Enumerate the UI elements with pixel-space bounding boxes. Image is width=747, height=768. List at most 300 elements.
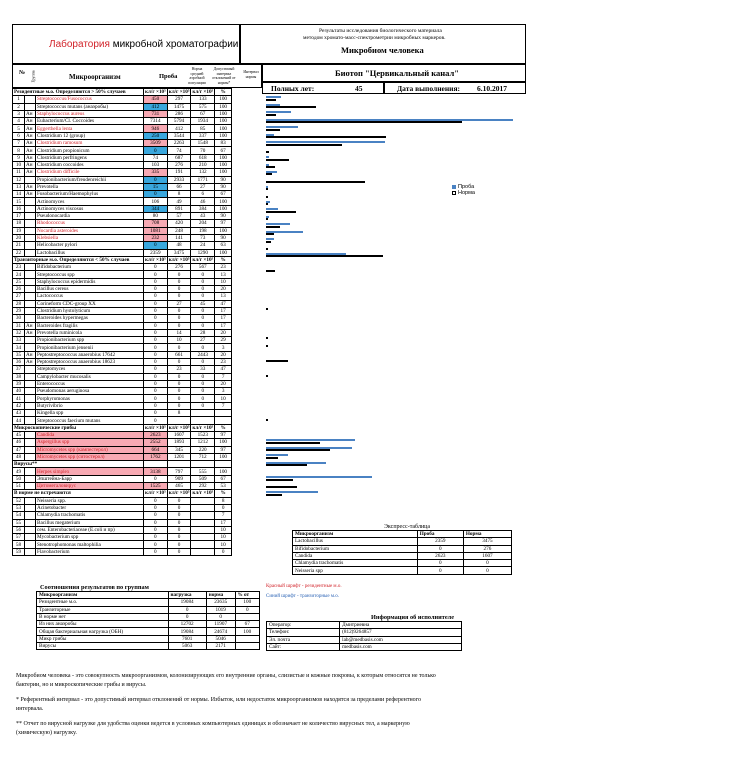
contact-row bbox=[267, 622, 462, 629]
row-group-code bbox=[25, 439, 36, 446]
row-range: 27 bbox=[191, 337, 215, 344]
row-range: 0 bbox=[191, 388, 215, 395]
row-microorganism: Цитомегаловирус bbox=[36, 483, 144, 490]
row-percent: 90 bbox=[215, 213, 232, 220]
row-norm: 0 bbox=[167, 548, 191, 555]
row-range: 292 bbox=[191, 483, 215, 490]
contacts-wrap bbox=[266, 614, 462, 651]
bar-norm bbox=[266, 464, 307, 466]
row-microorganism: Bacteroides fragilis bbox=[36, 322, 144, 329]
groups-row bbox=[37, 621, 260, 628]
table-row bbox=[13, 402, 232, 409]
row-microorganism: Streptococcus faecium mutans bbox=[36, 417, 144, 424]
row-sample: 0 bbox=[144, 526, 168, 533]
row-norm: 297 bbox=[167, 96, 191, 103]
row-range: 0 bbox=[191, 380, 215, 387]
row-sample: 0 bbox=[144, 176, 168, 183]
row-number: 35 bbox=[13, 351, 25, 358]
contact-row bbox=[267, 636, 462, 643]
date-value: 6.10.2017 bbox=[477, 84, 507, 93]
row-sample: 0 bbox=[144, 322, 168, 329]
row-percent: 10 bbox=[215, 278, 232, 285]
table-row bbox=[13, 264, 232, 271]
row-percent: 20 bbox=[215, 286, 232, 293]
row-group-code: Ан bbox=[25, 118, 36, 125]
row-number: 31 bbox=[13, 322, 25, 329]
groups-cell: 0 bbox=[206, 613, 235, 620]
lab-title bbox=[49, 39, 238, 50]
table-row bbox=[13, 154, 232, 161]
express-cell: 276 bbox=[463, 545, 511, 552]
row-group-code: Ан bbox=[25, 161, 36, 168]
row-norm: 345 bbox=[167, 446, 191, 453]
row-range: 85 bbox=[191, 125, 215, 132]
row-percent: 100 bbox=[215, 205, 232, 212]
row-norm: 2263 bbox=[167, 140, 191, 147]
row-percent: 0 bbox=[215, 504, 232, 511]
row-number: 17 bbox=[13, 213, 25, 220]
row-number: 5 bbox=[13, 125, 25, 132]
row-number: 20 bbox=[13, 234, 25, 241]
row-group-code bbox=[25, 96, 36, 103]
row-number: 7 bbox=[13, 140, 25, 147]
row-range: 1290 bbox=[191, 249, 215, 256]
row-number: 44 bbox=[13, 417, 25, 424]
express-table bbox=[292, 530, 512, 575]
section-unit: кл/г ×10⁵ bbox=[168, 424, 190, 431]
row-microorganism: Clostridium hystolyticum bbox=[36, 307, 144, 314]
row-group-code bbox=[25, 307, 36, 314]
row-percent: 100 bbox=[215, 439, 232, 446]
chart-legend bbox=[452, 184, 475, 196]
row-sample: 0 bbox=[144, 395, 168, 402]
express-title: Экспресс-таблица bbox=[383, 524, 431, 530]
row-group-code bbox=[25, 337, 36, 344]
row-group-code: Ан bbox=[25, 132, 36, 139]
table-row bbox=[13, 169, 232, 176]
col-microorganism: Микроорганизм bbox=[69, 73, 121, 81]
contact-value: (812)9264857 bbox=[340, 629, 462, 636]
row-range: 198 bbox=[191, 227, 215, 234]
row-percent: 3 bbox=[215, 388, 232, 395]
row-range: 0 bbox=[191, 395, 215, 402]
row-norm: 66 bbox=[167, 183, 191, 190]
age-label: Полных лет: bbox=[271, 84, 315, 93]
row-norm: 797 bbox=[167, 468, 191, 475]
row-number: 26 bbox=[13, 286, 25, 293]
row-percent: 3 bbox=[215, 344, 232, 351]
groups-header-row bbox=[37, 592, 260, 599]
row-norm: 661 bbox=[167, 351, 191, 358]
table-row bbox=[13, 395, 232, 402]
col-norm bbox=[185, 67, 209, 85]
groups-cell: 0 bbox=[235, 606, 259, 613]
row-norm: 276 bbox=[167, 161, 191, 168]
results-line-1: Результаты исследования биологического материала bbox=[319, 28, 442, 34]
groups-header-cell: Микроорганизм bbox=[37, 592, 169, 599]
col-group: Группа bbox=[30, 70, 36, 83]
row-microorganism: Peptostreptococcus anaerobius 17642 bbox=[36, 351, 144, 358]
row-sample: 1081 bbox=[144, 227, 168, 234]
table-row bbox=[13, 453, 232, 460]
row-number: 9 bbox=[13, 154, 25, 161]
row-microorganism: Propionibacterium jensenii bbox=[36, 344, 144, 351]
row-number: 41 bbox=[13, 395, 25, 402]
express-header-cell: Норма bbox=[463, 531, 511, 538]
contact-label: Оператор: bbox=[267, 622, 340, 629]
row-norm: 74 bbox=[167, 147, 191, 154]
row-sample: 0 bbox=[144, 278, 168, 285]
row-number: 11 bbox=[13, 169, 25, 176]
bar-norm bbox=[266, 442, 320, 444]
row-norm: 0 bbox=[167, 380, 191, 387]
express-cell: 0 bbox=[463, 567, 511, 574]
row-percent: 100 bbox=[215, 468, 232, 475]
groups-cell: 5063 bbox=[168, 643, 206, 650]
row-range: 133 bbox=[191, 96, 215, 103]
row-sample: 3509 bbox=[144, 140, 168, 147]
lab-title-red: Лаборатория bbox=[49, 39, 110, 50]
row-percent: 0 bbox=[215, 548, 232, 555]
express-cell: 0 bbox=[417, 560, 463, 567]
bar-norm bbox=[266, 345, 268, 347]
age-value: 45 bbox=[355, 84, 363, 93]
row-percent: 17 bbox=[215, 322, 232, 329]
express-cell: 0 bbox=[417, 545, 463, 552]
row-range: 0 bbox=[191, 293, 215, 300]
groups-row bbox=[37, 613, 260, 620]
row-percent: 17 bbox=[215, 315, 232, 322]
row-number: 23 bbox=[13, 264, 25, 271]
section-unit bbox=[167, 461, 191, 468]
row-number: 30 bbox=[13, 315, 25, 322]
row-range bbox=[191, 497, 215, 504]
bar-norm bbox=[266, 375, 268, 377]
bar-norm bbox=[266, 196, 268, 198]
row-range: 204 bbox=[191, 220, 215, 227]
row-number: 40 bbox=[13, 388, 25, 395]
table-row bbox=[13, 176, 232, 183]
row-microorganism: Acinetobacter bbox=[36, 504, 144, 511]
row-group-code bbox=[25, 395, 36, 402]
groups-header-cell: норма bbox=[206, 592, 235, 599]
bar-norm bbox=[266, 337, 268, 339]
row-microorganism: Neisseria spp. bbox=[36, 497, 144, 504]
row-microorganism: Actinomyces bbox=[36, 198, 144, 205]
row-number: 39 bbox=[13, 380, 25, 387]
contact-label: Сайт: bbox=[267, 643, 340, 650]
row-norm: 0 bbox=[167, 322, 191, 329]
groups-cell: 0 bbox=[168, 613, 206, 620]
row-number: 14 bbox=[13, 191, 25, 198]
row-sample: 335 bbox=[144, 169, 168, 176]
row-number: 33 bbox=[13, 337, 25, 344]
row-microorganism: Helicobacter pylori bbox=[36, 242, 144, 249]
row-sample: 3138 bbox=[144, 468, 168, 475]
section-unit bbox=[215, 461, 232, 468]
row-microorganism: Streptococcus spp bbox=[36, 271, 144, 278]
row-sample: 731 bbox=[144, 110, 168, 117]
row-range: 384 bbox=[191, 205, 215, 212]
row-group-code bbox=[25, 446, 36, 453]
table-row bbox=[13, 431, 232, 438]
row-number: 55 bbox=[13, 519, 25, 526]
row-norm: 0 bbox=[167, 526, 191, 533]
row-number: 32 bbox=[13, 329, 25, 336]
row-sample: 0 bbox=[144, 315, 168, 322]
row-norm: 141 bbox=[167, 234, 191, 241]
row-percent: 7 bbox=[215, 512, 232, 519]
table-row bbox=[13, 446, 232, 453]
row-norm: 10 bbox=[167, 337, 191, 344]
express-cell: 0 bbox=[417, 567, 463, 574]
row-norm: 465 bbox=[167, 483, 191, 490]
row-group-code bbox=[25, 475, 36, 482]
row-percent: 67 bbox=[215, 191, 232, 198]
row-norm: 0 bbox=[167, 286, 191, 293]
row-percent: 100 bbox=[215, 249, 232, 256]
bar-norm bbox=[266, 211, 296, 213]
groups-row bbox=[37, 606, 260, 613]
bar-norm bbox=[266, 457, 278, 459]
row-number: 24 bbox=[13, 271, 25, 278]
row-microorganism: Clostridium 12 (group) bbox=[36, 132, 144, 139]
row-number: 28 bbox=[13, 300, 25, 307]
table-row bbox=[13, 227, 232, 234]
row-norm: 248 bbox=[167, 227, 191, 234]
row-group-code bbox=[25, 373, 36, 380]
row-norm: 276 bbox=[167, 264, 191, 271]
groups-title: Соотношения результатов по группам bbox=[40, 584, 149, 591]
row-norm: 49 bbox=[167, 198, 191, 205]
row-range bbox=[191, 504, 215, 511]
groups-cell: Из них анаэробы bbox=[37, 621, 169, 628]
row-sample: 0 bbox=[144, 548, 168, 555]
row-percent: 8 bbox=[215, 497, 232, 504]
row-range bbox=[191, 512, 215, 519]
row-group-code: Ан bbox=[25, 351, 36, 358]
row-group-code bbox=[25, 198, 36, 205]
row-percent: 20 bbox=[215, 329, 232, 336]
section-unit: кл/г ×10⁵ bbox=[145, 256, 166, 263]
row-group-code: Ан bbox=[25, 191, 36, 198]
section-unit: кл/г ×10⁵ bbox=[168, 256, 190, 263]
row-number: 57 bbox=[13, 534, 25, 541]
table-row bbox=[13, 205, 232, 212]
row-group-code bbox=[25, 278, 36, 285]
row-microorganism: Prevotella ruminicola bbox=[36, 329, 144, 336]
row-group-code bbox=[25, 453, 36, 460]
row-microorganism: Propionibacterium/freudenreichii bbox=[36, 176, 144, 183]
row-sample: 344 bbox=[144, 205, 168, 212]
row-microorganism: Lactobacillus bbox=[36, 249, 144, 256]
groups-cell: Транзиторные bbox=[37, 606, 169, 613]
row-microorganism: Clostridium perfringens bbox=[36, 154, 144, 161]
row-group-code bbox=[25, 366, 36, 373]
row-microorganism: Эпштейна-Барр bbox=[36, 475, 144, 482]
bar-chart-area bbox=[266, 88, 528, 568]
row-sample: 0 bbox=[144, 242, 168, 249]
row-sample: 1762 bbox=[144, 453, 168, 460]
row-range: 0 bbox=[191, 344, 215, 351]
bar-norm bbox=[266, 241, 271, 243]
red-font-note: Красный шрифт - резидентные м.о. bbox=[266, 584, 342, 589]
bar-norm bbox=[266, 121, 462, 123]
row-group-code bbox=[25, 410, 36, 417]
legend-sample-swatch bbox=[452, 185, 456, 189]
contact-row bbox=[267, 643, 462, 650]
row-number: 34 bbox=[13, 344, 25, 351]
row-microorganism: Eggerthella lenta bbox=[36, 125, 144, 132]
row-percent: 100 bbox=[215, 198, 232, 205]
row-group-code bbox=[25, 512, 36, 519]
table-row bbox=[13, 512, 232, 519]
groups-cell: 5046 bbox=[206, 635, 235, 642]
table-row bbox=[13, 147, 232, 154]
express-row bbox=[293, 538, 512, 545]
row-sample: 0 bbox=[144, 191, 168, 198]
row-norm: 0 bbox=[167, 512, 191, 519]
row-group-code bbox=[25, 541, 36, 548]
row-number: 42 bbox=[13, 402, 25, 409]
bar-norm bbox=[266, 248, 268, 250]
row-microorganism: Chlamydia trachomatis bbox=[36, 512, 144, 519]
row-sample: 0 bbox=[144, 271, 168, 278]
row-number: 21 bbox=[13, 242, 25, 249]
row-number: 49 bbox=[13, 468, 25, 475]
legend-norm-label: Норма bbox=[458, 190, 475, 196]
row-norm: 0 bbox=[167, 541, 191, 548]
row-number: 25 bbox=[13, 278, 25, 285]
row-sample: 0 bbox=[144, 512, 168, 519]
row-percent: 100 bbox=[215, 103, 232, 110]
row-range: 0 bbox=[191, 373, 215, 380]
row-microorganism: Clostridium difficile bbox=[36, 169, 144, 176]
table-row bbox=[13, 234, 232, 241]
row-microorganism: Klebsiella bbox=[36, 234, 144, 241]
row-group-code bbox=[25, 286, 36, 293]
table-row bbox=[13, 213, 232, 220]
row-microorganism: Kingella spp bbox=[36, 410, 144, 417]
row-number: 52 bbox=[13, 497, 25, 504]
express-cell: Chlamydia trachomatis bbox=[293, 560, 418, 567]
table-row bbox=[13, 132, 232, 139]
row-microorganism: Streptococcus/Fusococcus bbox=[36, 96, 144, 103]
row-range bbox=[191, 548, 215, 555]
row-microorganism: Pseudonocardia bbox=[36, 213, 144, 220]
row-microorganism: Campylobacter mucosalis bbox=[36, 373, 144, 380]
row-group-code bbox=[25, 380, 36, 387]
row-norm: 23 bbox=[167, 366, 191, 373]
col-sample: Проба bbox=[159, 73, 178, 80]
row-percent: 100 bbox=[215, 132, 232, 139]
row-norm: 2933 bbox=[167, 176, 191, 183]
row-range: 0 bbox=[191, 278, 215, 285]
row-norm: 0 bbox=[167, 358, 191, 365]
row-range: 1771 bbox=[191, 176, 215, 183]
row-range: 509 bbox=[191, 475, 215, 482]
row-percent: 97 bbox=[215, 431, 232, 438]
row-microorganism: Lactococcus bbox=[36, 293, 144, 300]
table-row bbox=[13, 293, 232, 300]
row-norm: 27 bbox=[167, 300, 191, 307]
row-microorganism: Aspergillus spp bbox=[36, 439, 144, 446]
column-header-box bbox=[12, 64, 262, 88]
row-percent: 17 bbox=[215, 307, 232, 314]
row-percent: 97 bbox=[215, 446, 232, 453]
row-norm: 687 bbox=[167, 154, 191, 161]
row-group-code: Ан bbox=[25, 147, 36, 154]
express-cell: Bifidobacterium bbox=[293, 545, 418, 552]
row-sample: 2623 bbox=[144, 431, 168, 438]
row-norm: 3544 bbox=[167, 132, 191, 139]
bar-norm bbox=[266, 226, 280, 228]
section-title: В норме не встречаются bbox=[13, 490, 144, 497]
row-microorganism: Bacillus cereus bbox=[36, 286, 144, 293]
blue-font-note: Синий шрифт - транзиторные м.о. bbox=[266, 594, 339, 599]
lab-title-rest: микробной хроматографии bbox=[109, 39, 239, 50]
row-range: 73 bbox=[191, 234, 215, 241]
groups-cell: 2171 bbox=[206, 643, 235, 650]
row-percent: 10 bbox=[215, 526, 232, 533]
express-row bbox=[293, 545, 512, 552]
table-row bbox=[13, 315, 232, 322]
bar-norm bbox=[266, 99, 276, 101]
table-row bbox=[13, 220, 232, 227]
row-number: 45 bbox=[13, 431, 25, 438]
row-range: 46 bbox=[191, 198, 215, 205]
section-unit: кл/г ×10⁵ bbox=[192, 424, 214, 431]
row-group-code bbox=[25, 504, 36, 511]
row-number: 18 bbox=[13, 220, 25, 227]
section-title: Транзиторные м.о. Определяются < 50% случаев bbox=[13, 256, 144, 263]
row-percent: 97 bbox=[215, 220, 232, 227]
row-sample: 0 bbox=[144, 293, 168, 300]
row-percent: 10 bbox=[215, 395, 232, 402]
row-microorganism: Streptococcus mutans (анаэробы) bbox=[36, 103, 144, 110]
row-number: 51 bbox=[13, 483, 25, 490]
row-number: 27 bbox=[13, 293, 25, 300]
row-sample: 250 bbox=[144, 132, 168, 139]
row-percent: 23 bbox=[215, 358, 232, 365]
row-percent: 67 bbox=[215, 475, 232, 482]
row-norm: 0 bbox=[167, 504, 191, 511]
groups-cell bbox=[235, 635, 259, 642]
contact-value: Дмитриевна bbox=[340, 622, 462, 629]
row-group-code bbox=[25, 315, 36, 322]
table-row bbox=[13, 366, 232, 373]
row-percent: 53 bbox=[215, 483, 232, 490]
row-number: 1 bbox=[13, 96, 25, 103]
section-unit: кл/г ×10⁵ bbox=[145, 424, 166, 431]
row-sample: 0 bbox=[144, 329, 168, 336]
row-range: 0 bbox=[191, 315, 215, 322]
row-sample: 15 bbox=[144, 183, 168, 190]
row-number: 15 bbox=[13, 198, 25, 205]
section-title: Микроскопические грибы bbox=[13, 424, 144, 431]
row-norm bbox=[167, 417, 191, 424]
row-number: 10 bbox=[13, 161, 25, 168]
row-sample: 2552 bbox=[144, 439, 168, 446]
row-microorganism: Micromycetes spp (кампестерол) bbox=[36, 446, 144, 453]
bar-norm bbox=[266, 166, 275, 168]
row-range: 1934 bbox=[191, 118, 215, 125]
section-unit: кл/г ×10⁵ bbox=[192, 490, 214, 497]
row-percent: 100 bbox=[215, 110, 232, 117]
row-number: 16 bbox=[13, 205, 25, 212]
row-range: 0 bbox=[191, 271, 215, 278]
groups-row bbox=[37, 643, 260, 650]
